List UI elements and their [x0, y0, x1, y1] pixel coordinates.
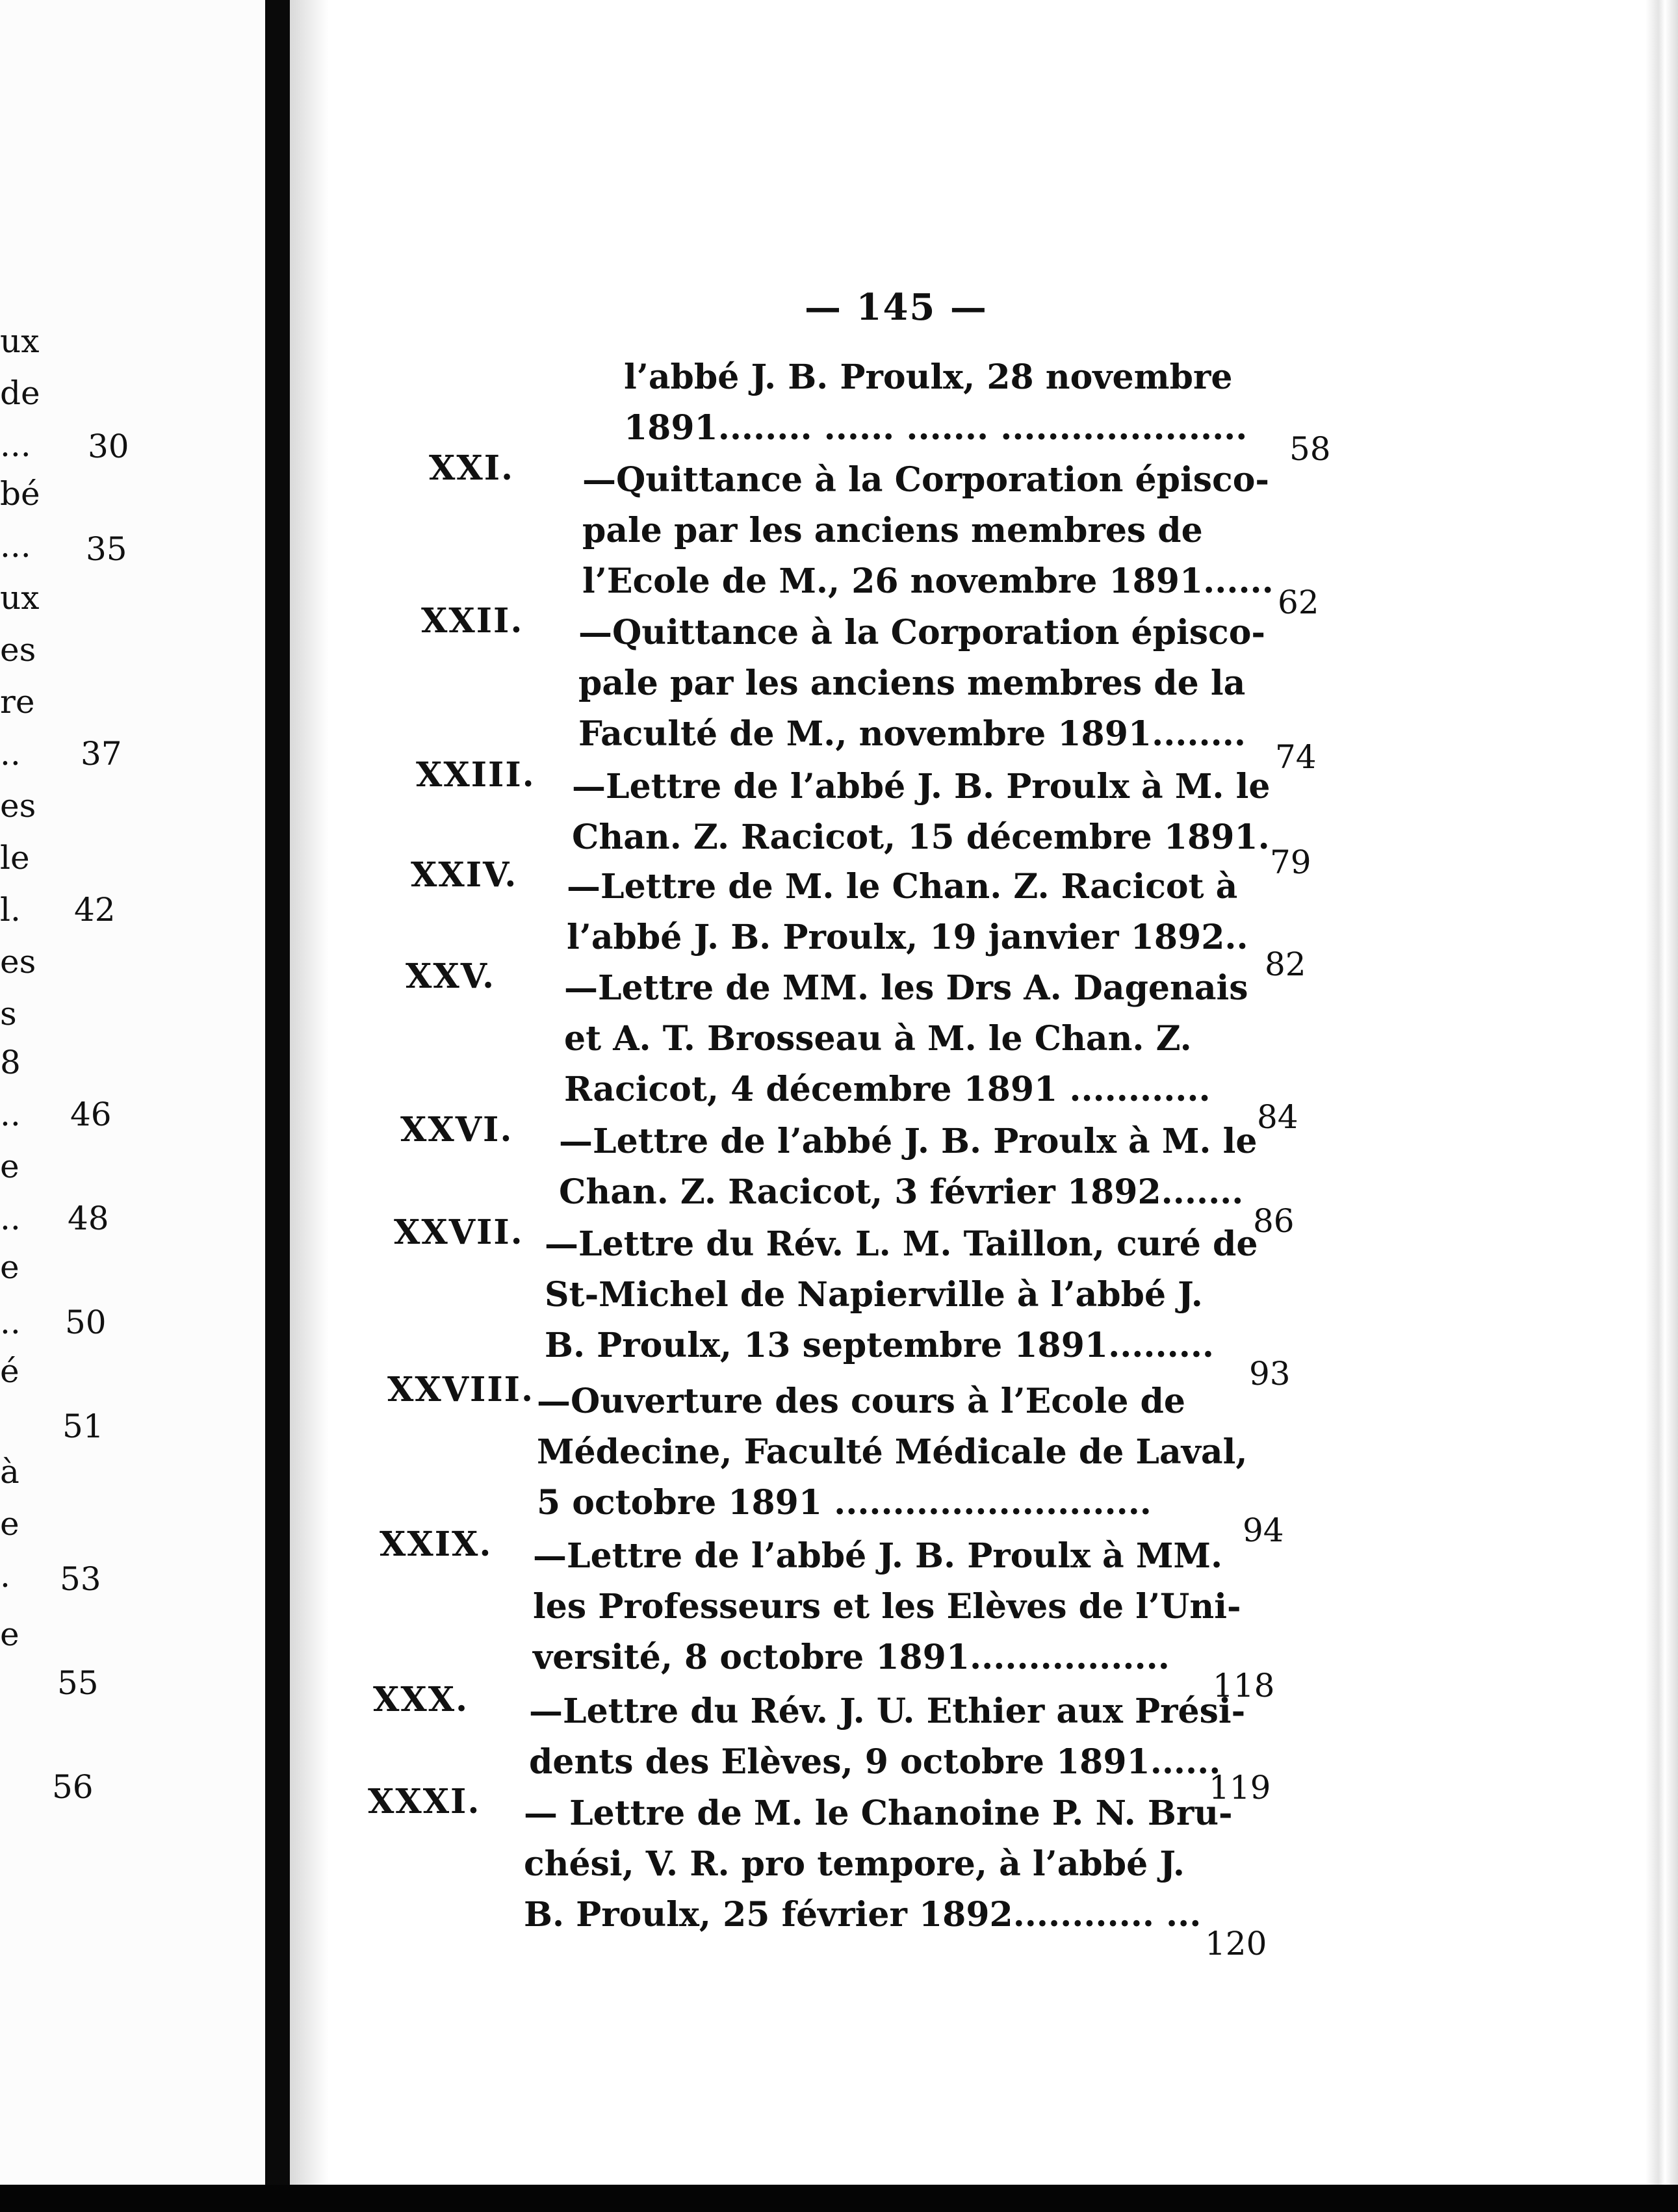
entry-line: 5 octobre 1891 ...........................	[537, 1483, 1152, 1523]
left-fragment: ux	[0, 579, 40, 617]
left-fragment: é	[0, 1352, 19, 1390]
left-page-number: 30	[88, 428, 129, 465]
entry-line: 1891........ ...... ....... .....................	[624, 408, 1248, 448]
entry-line: l’abbé J. B. Proulx, 19 janvier 1892..	[567, 918, 1248, 957]
left-fragment: .	[0, 1557, 10, 1595]
left-fragment: e	[0, 1248, 19, 1286]
left-fragment: 8	[0, 1044, 21, 1081]
entry-page-number: 94	[1243, 1511, 1284, 1549]
entry-line: dents des Elèves, 9 octobre 1891......	[529, 1742, 1221, 1782]
entry-line: Chan. Z. Racicot, 15 décembre 1891.	[572, 817, 1270, 857]
entry-roman-numeral: XXIX.	[380, 1524, 493, 1564]
left-fragment: e	[0, 1615, 19, 1653]
scan-border	[0, 2185, 1678, 2212]
entry-roman-numeral: XXIV.	[411, 855, 518, 895]
left-fragment: le	[0, 839, 30, 877]
left-fragment: ..	[0, 735, 21, 773]
entry-text	[582, 455, 1274, 607]
left-fragment: ux	[0, 322, 40, 360]
entry-text	[572, 762, 1270, 863]
entry-page-number: 93	[1249, 1355, 1291, 1393]
entry-page-number: 82	[1265, 945, 1306, 983]
left-fragment: re	[0, 683, 35, 721]
entry-page-number: 118	[1213, 1667, 1275, 1704]
left-fragment: ..	[0, 1304, 21, 1341]
left-fragment: es	[0, 943, 36, 981]
left-fragment: es	[0, 787, 36, 825]
left-page-number: 35	[86, 530, 127, 568]
entry-text	[564, 963, 1248, 1115]
left-fragment: s	[0, 995, 17, 1033]
entry-line: —Quittance à la Corporation épisco-	[582, 460, 1269, 500]
entry-text	[545, 1219, 1258, 1371]
entry-line: —Lettre de l’abbé J. B. Proulx à M. le	[572, 767, 1271, 806]
left-fragment: e	[0, 1505, 19, 1543]
gutter-shading	[290, 0, 329, 2212]
entry-line: Faculté de M., novembre 1891........	[578, 714, 1246, 754]
entry-line: pale par les anciens membres de la	[578, 663, 1246, 703]
entry-roman-numeral: XXXI.	[368, 1782, 481, 1821]
left-fragment: ..	[0, 1096, 21, 1133]
entry-roman-numeral: XXVII.	[394, 1213, 524, 1252]
entry-text	[624, 352, 1247, 454]
entry-text	[524, 1788, 1233, 1940]
entry-line: —Lettre du Rév. L. M. Taillon, curé de	[545, 1224, 1258, 1264]
entry-line: Chan. Z. Racicot, 3 février 1892.......	[559, 1172, 1244, 1212]
entry-line: versité, 8 octobre 1891.................	[533, 1638, 1170, 1677]
left-page-number: 42	[74, 891, 116, 929]
entry-roman-numeral: XXV.	[406, 957, 496, 996]
entry-text	[567, 862, 1248, 963]
page-number: — 145 —	[805, 286, 988, 329]
entry-line: chési, V. R. pro tempore, à l’abbé J.	[524, 1844, 1185, 1884]
left-fragment: e	[0, 1148, 19, 1185]
entry-line: —Lettre de M. le Chan. Z. Racicot à	[567, 867, 1238, 907]
entry-page-number: 74	[1275, 738, 1317, 776]
entry-roman-numeral: XXVI.	[400, 1110, 513, 1150]
entry-text	[578, 608, 1265, 760]
entry-roman-numeral: XXVIII.	[387, 1370, 535, 1409]
entry-page-number: 58	[1289, 430, 1331, 468]
entry-line: St-Michel de Napierville à l’abbé J.	[545, 1275, 1203, 1315]
entry-line: B. Proulx, 13 septembre 1891.........	[545, 1326, 1215, 1365]
left-page-number: 53	[60, 1560, 101, 1598]
entry-text	[537, 1376, 1247, 1528]
left-fragment: ...	[0, 527, 31, 565]
book-spine-shadow	[265, 0, 290, 2212]
entry-page-number: 84	[1257, 1098, 1298, 1136]
left-fragment: ...	[0, 426, 31, 464]
left-fragment: ..	[0, 1200, 21, 1237]
entry-line: — Lettre de M. le Chanoine P. N. Bru-	[524, 1794, 1233, 1833]
entry-line: —Quittance à la Corporation épisco-	[578, 613, 1265, 652]
left-fragment: à	[0, 1453, 19, 1491]
entry-line: l’Ecole de M., 26 novembre 1891......	[582, 561, 1274, 601]
entry-roman-numeral: XXIII.	[416, 755, 536, 795]
entry-line: et A. T. Brosseau à M. le Chan. Z.	[564, 1019, 1192, 1059]
entry-line: les Professeurs et les Elèves de l’Uni-	[533, 1587, 1241, 1627]
left-page-number: 48	[68, 1200, 109, 1237]
entry-line: B. Proulx, 25 février 1892............ ...	[524, 1895, 1202, 1935]
entry-line: —Lettre du Rév. J. U. Ethier aux Prési-	[529, 1691, 1246, 1731]
entry-roman-numeral: XXX.	[373, 1680, 469, 1719]
left-page-number: 51	[62, 1408, 104, 1445]
entry-line: —Lettre de l’abbé J. B. Proulx à M. le	[559, 1122, 1258, 1161]
left-page-margin	[0, 0, 265, 2212]
entry-text	[533, 1531, 1241, 1683]
entry-page-number: 86	[1253, 1202, 1295, 1240]
entry-text	[559, 1116, 1257, 1218]
entry-line: —Lettre de MM. les Drs A. Dagenais	[564, 968, 1248, 1008]
left-page-number: 37	[81, 735, 122, 773]
entry-line: pale par les anciens membres de	[582, 511, 1203, 550]
entry-line: l’abbé J. B. Proulx, 28 novembre	[624, 357, 1233, 397]
left-fragment: de	[0, 374, 40, 412]
entry-line: —Lettre de l’abbé J. B. Proulx à MM.	[533, 1536, 1223, 1576]
left-fragment: l.	[0, 891, 21, 929]
left-fragment: bé	[0, 475, 40, 513]
entry-line: Médecine, Faculté Médicale de Laval,	[537, 1432, 1248, 1472]
entry-roman-numeral: XXII.	[421, 601, 524, 641]
left-page-number: 55	[57, 1664, 99, 1702]
entry-roman-numeral: XXI.	[429, 448, 515, 488]
left-page-number: 56	[52, 1768, 94, 1806]
entry-line: —Ouverture des cours à l’Ecole de	[537, 1382, 1185, 1421]
entry-page-number: 62	[1278, 584, 1319, 621]
entry-page-number: 79	[1270, 843, 1311, 881]
entry-page-number: 120	[1205, 1925, 1267, 1962]
entry-page-number: 119	[1209, 1769, 1271, 1807]
left-fragment: es	[0, 631, 36, 669]
entry-text	[529, 1686, 1245, 1788]
entry-line: Racicot, 4 décembre 1891 ............	[564, 1070, 1211, 1109]
left-page-number: 50	[65, 1304, 107, 1341]
left-page-number: 46	[70, 1096, 112, 1133]
page-edge	[1646, 0, 1678, 2212]
